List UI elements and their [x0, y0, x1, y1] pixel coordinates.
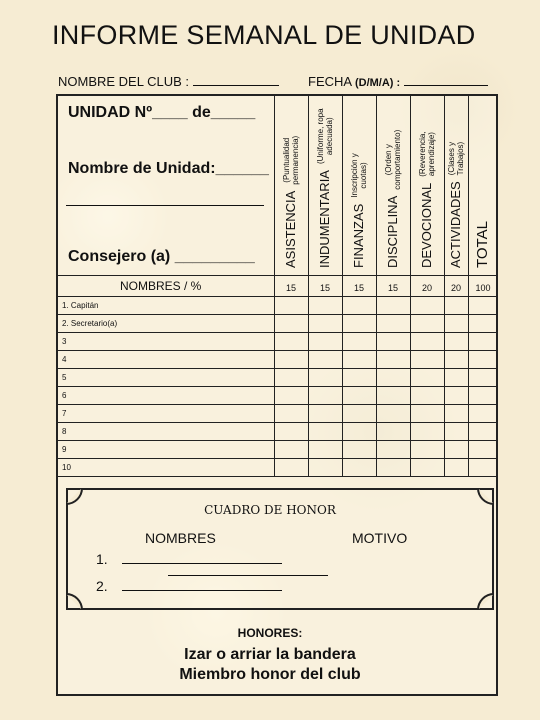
column-header-text: [384, 130, 402, 268]
honor-item-2[interactable]: [96, 578, 282, 594]
names-column-header: NOMBRES / %: [120, 279, 202, 293]
column-header-actividades: [444, 96, 468, 272]
column-weight: 15: [353, 283, 364, 293]
row-divider: [56, 458, 498, 459]
club-name-line: [58, 74, 279, 89]
row-label: 2. Secretario(a): [62, 319, 118, 328]
column-header-text: [282, 136, 300, 268]
column-name: INDUMENTARIA: [317, 170, 332, 268]
column-weight: 15: [285, 283, 296, 293]
honor-motivo-header: MOTIVO: [352, 530, 408, 546]
column-name: ASISTENCIA: [283, 190, 298, 268]
row-divider: [56, 314, 498, 315]
row-label: 6: [62, 391, 67, 400]
column-name: DEVOCIONAL: [419, 182, 434, 268]
column-description: (Uniforme, ropa adecuada): [316, 108, 334, 165]
club-name-label: NOMBRE DEL CLUB :: [58, 74, 189, 89]
date-field[interactable]: [404, 75, 488, 86]
row-label: 1. Capitán: [62, 301, 99, 310]
column-header-text: [316, 108, 334, 268]
honor-names-header: NOMBRES: [145, 530, 216, 546]
weights-divider: [56, 296, 498, 297]
column-description: Inscripción y cuotas): [350, 153, 368, 198]
date-line: [308, 74, 488, 89]
column-name: TOTAL: [474, 221, 491, 268]
column-name: FINANZAS: [351, 203, 366, 268]
row-divider: [56, 332, 498, 333]
column-header-devocional: [410, 96, 444, 272]
column-header-disciplina: [376, 96, 410, 272]
row-divider: [56, 404, 498, 405]
column-weight: 15: [387, 283, 398, 293]
column-header-text: [474, 221, 492, 268]
column-weight: 20: [450, 283, 461, 293]
column-header-finanzas: [342, 96, 376, 272]
row-divider: [56, 386, 498, 387]
row-label: 8: [62, 427, 67, 436]
row-divider: [56, 440, 498, 441]
unit-name-blank[interactable]: [66, 205, 264, 206]
row-label: 4: [62, 355, 67, 364]
date-format-label: (D/M/A) :: [354, 77, 401, 89]
honors-label: HONORES:: [237, 626, 303, 640]
column-header-text: [350, 153, 368, 268]
honor-item-number: 2.: [96, 578, 108, 594]
row-label: 5: [62, 373, 67, 382]
row-divider: [56, 350, 498, 351]
column-name: DISCIPLINA: [385, 195, 400, 268]
page-title: INFORME SEMANAL DE UNIDAD: [52, 20, 476, 50]
honor-item-blank[interactable]: [122, 590, 282, 591]
column-description: (Puntualidad permanencia): [282, 135, 300, 185]
row-divider: [56, 476, 498, 477]
column-description: (Reverencia, aprendizaje): [418, 131, 436, 177]
row-label: 3: [62, 337, 67, 346]
honor-item-blank[interactable]: [122, 563, 282, 564]
row-label: 10: [62, 463, 71, 472]
row-divider: [56, 368, 498, 369]
row-label: 7: [62, 409, 67, 418]
column-header-text: [418, 131, 436, 268]
honor-item-1[interactable]: [96, 551, 282, 567]
honors-line-1: Izar o arriar la bandera: [184, 646, 356, 663]
column-weight: 15: [319, 283, 330, 293]
honor-motivo-blank[interactable]: [168, 575, 328, 576]
column-header-asistencia: [274, 96, 308, 272]
row-label: 9: [62, 445, 67, 454]
honor-item-number: 1.: [96, 551, 108, 567]
header-divider: [56, 275, 498, 276]
column-weight: 100: [475, 283, 491, 293]
column-header-text: [447, 142, 465, 268]
column-weight: 20: [421, 283, 432, 293]
honor-board-title: CUADRO DE HONOR: [204, 503, 336, 517]
row-divider: [56, 422, 498, 423]
unit-name-label: Nombre de Unidad:______: [68, 160, 269, 177]
column-header-total: [468, 96, 498, 272]
column-name: ACTIVIDADES: [448, 181, 463, 268]
date-label: FECHA: [308, 74, 352, 89]
club-name-field[interactable]: [193, 75, 279, 86]
column-header-indumentaria: [308, 96, 342, 272]
unit-number-label: UNIDAD Nº____ de_____: [68, 104, 256, 121]
column-description: (Orden y comportamiento): [384, 129, 402, 190]
honors-line-2: Miembro honor del club: [179, 666, 361, 683]
column-description: (Clases y Trabajos): [447, 141, 465, 176]
counselor-label: Consejero (a) _________: [68, 248, 255, 265]
